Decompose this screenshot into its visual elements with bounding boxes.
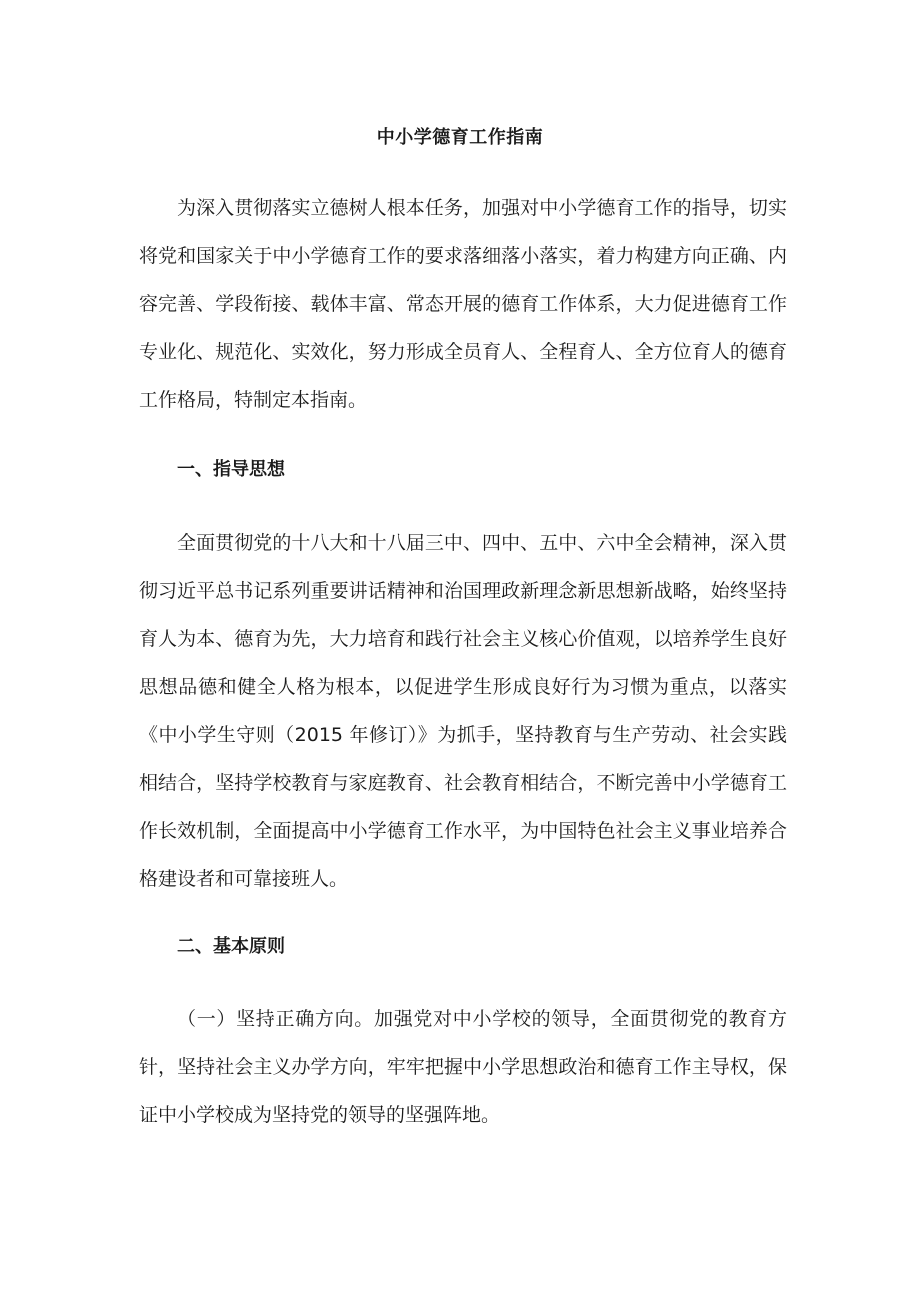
intro-paragraph: 为深入贯彻落实立德树人根本任务，加强对中小学德育工作的指导，切实将党和国家关于中小学德育工作的要求落细落小落实，着力构建方向正确、内容完善、学段衔接、载体丰富、常态开展的德育工作体系，大力促进德育工作专业化、规范化、实效化，努力形成全员育人、全程育人、全方位育人的德育工作格局，特制定本指南。 — [139, 197, 787, 411]
guiding-ideology-paragraph: 全面贯彻党的十八大和十八届三中、四中、五中、六中全会精神，深入贯彻习近平总书记系列重要讲话精神和治国理政新理念新思想新战略，始终坚持育人为本、德育为先，大力培育和践行社会主义核心价值观，以培养学生良好思想品德和健全人格为根本，以促进学生形成良好行为习惯为重点，以落实《中小学生守则（2015 年修订）》为抓手，坚持教育与生产劳动、社会实践相结合，坚持学校教育与家庭教育、社会教育相结合，不断完善中小学德育工作长效机制，全面提高中小学德育工作水平，为中国特色社会主义事业培养合格建设者和可靠接班人。 — [139, 532, 787, 890]
section-heading-guiding-ideology: 一、指导思想 — [177, 459, 285, 480]
section-heading-basic-principles: 二、基本原则 — [177, 936, 285, 957]
principle-paragraph: （一）坚持正确方向。加强党对中小学校的领导，全面贯彻党的教育方针，坚持社会主义办学方向，牢牢把握中小学思想政治和德育工作主导权，保证中小学校成为坚持党的领导的坚强阵地。 — [139, 1008, 787, 1126]
document-title: 中小学德育工作指南 — [376, 127, 544, 148]
